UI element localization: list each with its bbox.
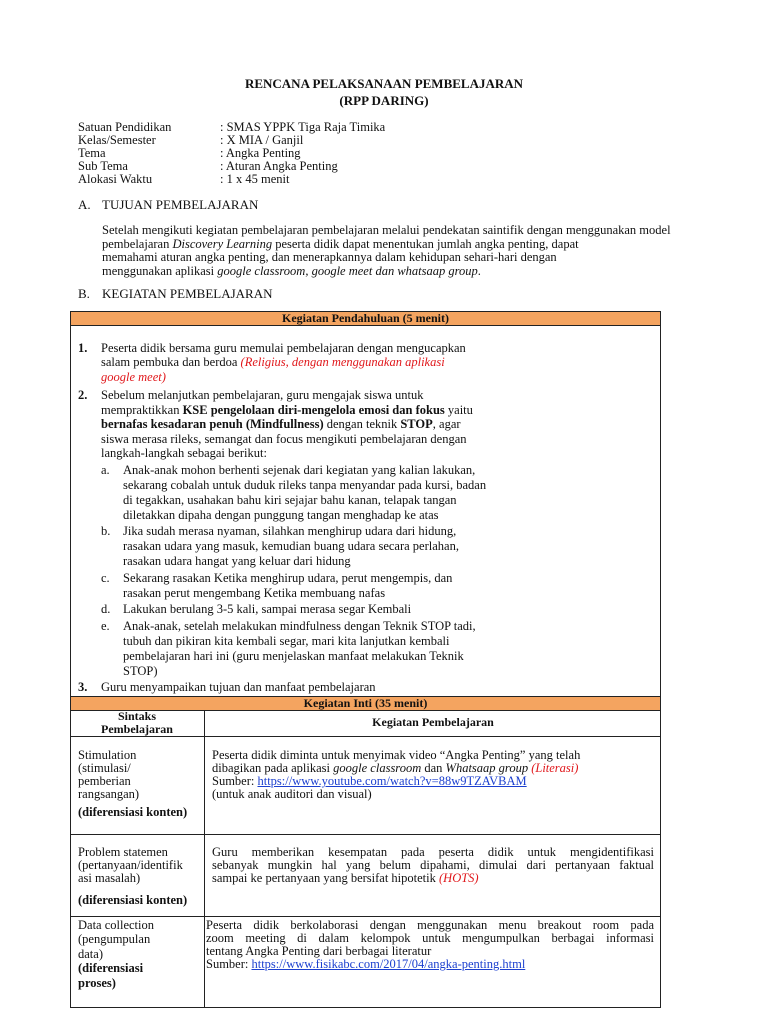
text-run: sampai ke pertanyaan yang bersifat hipotetik <box>212 871 440 885</box>
list-item-text: langkah-langkah sebagai berikut: <box>101 446 267 460</box>
activity-line: zoom meeting di dalam kelompok untuk mengumpulkan berbagai informasi <box>206 931 654 945</box>
differentiation-label: (diferensiasi <box>78 961 144 975</box>
differentiation-label: (diferensiasi konten) <box>78 893 188 907</box>
sub-item-line: di tegakkan, usahakan bahu kiri sejajar bahu kanan, telapak tangan <box>123 493 457 507</box>
row-divider <box>70 834 661 835</box>
text-run: peserta didik dapat menentukan jumlah angka penting, dapat <box>272 236 579 251</box>
syntax-text: Stimulation <box>78 748 137 762</box>
list-item-text: Guru menyampaikan tujuan dan manfaat pembelajaran <box>101 680 376 694</box>
list-item-text: siswa merasa rileks, semangat dan focus mengikuti pembelajaran dengan <box>101 432 467 446</box>
activity-line: (untuk anak auditori dan visual) <box>212 787 372 801</box>
document-subtitle: (RPP DARING) <box>339 93 429 108</box>
syntax-text: data) <box>78 947 103 961</box>
text-run: dibagikan pada aplikasi <box>212 761 334 775</box>
list-item-text <box>101 356 445 370</box>
section-title: KEGIATAN PEMBELAJARAN <box>102 286 273 301</box>
list-number: 1. <box>78 341 88 355</box>
identity-value: : SMAS YPPK Tiga Raja Timika <box>220 120 386 134</box>
section-b-heading <box>78 287 273 301</box>
bold-phrase: bernafas kesadaran penuh (Mindfullness) <box>101 417 324 431</box>
identity-label: Tema <box>78 146 106 160</box>
text-run: menggunakan aplikasi <box>102 263 218 278</box>
identity-value: : Angka Penting <box>220 146 301 160</box>
document-title: RENCANA PELAKSANAAN PEMBELAJARAN <box>244 76 524 91</box>
list-number: 3. <box>78 680 88 694</box>
objective-paragraph <box>102 223 671 278</box>
activity-line: Guru memberikan kesempatan pada peserta didik untuk mengidentifikasi <box>212 845 654 859</box>
sub-item-line: Jika sudah merasa nyaman, silahkan menghirup udara dari hidung, <box>123 524 457 538</box>
youtube-link[interactable]: https://www.youtube.com/watch?v=88w9TZAVBAM <box>257 774 527 788</box>
column-header-syntax: Sintaks <box>117 709 157 723</box>
list-item-text <box>101 418 461 432</box>
sub-item-line: Anak-anak mohon berhenti sejenak dari kegiatan yang kalian lakukan, <box>123 463 476 477</box>
syntax-text: rangsangan) <box>78 787 140 801</box>
sub-item-line: rasakan udara yang masuk, kemudian buang udara secara perlahan, <box>123 539 459 553</box>
sub-item-line: pembelajaran hari ini (guru menjelaskan manfaat melakukan Teknik <box>123 649 464 663</box>
character-note: google meet) <box>101 370 166 384</box>
identity-value: : Aturan Angka Penting <box>220 159 338 173</box>
paragraph-line: memahami aturan angka penting, dan menerapkannya dalam kehidupan sehari-hari dengan <box>102 250 557 264</box>
sub-item-line: rasakan perut mengembang Ketika membuang nafas <box>123 586 386 600</box>
text-run: , agar <box>432 417 461 431</box>
sub-item-line: Sekarang rasakan Ketika menghirup udara, perut mengempis, dan <box>123 571 453 585</box>
sub-letter: b. <box>101 524 111 538</box>
app-name: google classroom <box>333 761 422 775</box>
sub-item-line: STOP) <box>123 664 158 678</box>
sub-item-line: Anak-anak, setelah melakukan mindfulness dengan Teknik STOP tadi, <box>123 619 476 633</box>
fisikabc-link[interactable]: https://www.fisikabc.com/2017/04/angka-penting.html <box>251 957 526 971</box>
sub-letter: a. <box>101 463 110 477</box>
activity-line <box>212 872 479 886</box>
activity-line: Peserta didik berkolaborasi dengan menggunakan menu breakout room pada <box>206 918 654 932</box>
activity-line <box>206 958 525 972</box>
list-item-text: Peserta didik bersama guru memulai pembelajaran dengan mengucapkan <box>101 341 466 355</box>
literacy-note: (Literasi) <box>528 761 579 775</box>
identity-label: Satuan Pendidikan <box>78 120 172 134</box>
sub-item-line: tubuh dan pikiran kita kembali segar, mari kita lanjutkan kembali <box>123 634 450 648</box>
text-run: salam pembuka dan berdoa <box>101 355 241 369</box>
activity-line: Peserta didik diminta untuk menyimak video “Angka Penting” yang telah <box>212 748 581 762</box>
sub-item-line: rasakan udara hangat yang keluar dari hidung <box>123 554 351 568</box>
text-run: dan <box>421 761 446 775</box>
row-divider <box>70 916 661 917</box>
paragraph-line <box>102 265 662 279</box>
syntax-text: (pertanyaan/identifik <box>78 858 183 872</box>
syntax-text: Data collection <box>78 918 155 932</box>
row-divider <box>70 1007 661 1008</box>
identity-label: Kelas/Semester <box>78 133 156 147</box>
syntax-text: asi masalah) <box>78 871 141 885</box>
column-header-activity: Kegiatan Pembelajaran <box>372 715 494 729</box>
list-item-text <box>101 404 473 418</box>
syntax-text: (pengumpulan <box>78 932 151 946</box>
inti-header-bar: Kegiatan Inti (35 menit) <box>70 696 661 711</box>
identity-value: : 1 x 45 menit <box>220 172 290 186</box>
hots-note: (HOTS) <box>439 871 479 885</box>
column-divider <box>204 710 205 1008</box>
paragraph-line <box>102 238 662 252</box>
list-item-text: Sebelum melanjutkan pembelajaran, guru mengajak siswa untuk <box>101 388 424 402</box>
pendahuluan-header-bar: Kegiatan Pendahuluan (5 menit) <box>70 311 661 326</box>
text-run: mempraktikkan <box>101 403 183 417</box>
sub-item-line: diletakkan dipaha dengan punggung tangan menghadap ke atas <box>123 508 439 522</box>
model-name: Discovery Learning <box>172 236 273 251</box>
text-run: . <box>477 263 481 278</box>
identity-label: Alokasi Waktu <box>78 172 153 186</box>
section-title: TUJUAN PEMBELAJARAN <box>102 197 259 212</box>
text-run: dengan teknik <box>323 417 401 431</box>
activity-line: sebanyak mungkin hal yang belum dipahami, dimulai dari pertanyaan faktual <box>212 858 654 872</box>
differentiation-label: (diferensiasi konten) <box>78 805 188 819</box>
syntax-text: (stimulasi/ <box>78 761 131 775</box>
sub-letter: e. <box>101 619 110 633</box>
differentiation-label: proses) <box>78 976 116 990</box>
section-letter: A. <box>78 197 91 212</box>
list-number: 2. <box>78 388 88 402</box>
syntax-text: Problem statemen <box>78 845 168 859</box>
section-a-heading <box>78 198 258 212</box>
character-note: (Religius, dengan menggunakan aplikasi <box>240 355 445 369</box>
identity-value: : X MIA / Ganjil <box>220 133 304 147</box>
column-header-syntax: Pembelajaran <box>101 722 173 736</box>
text-run: yaitu <box>444 403 473 417</box>
section-letter: B. <box>78 286 90 301</box>
text-run: Sumber: <box>212 774 258 788</box>
text-run: Sumber: <box>206 957 252 971</box>
app-names: google classroom, google meet dan whatsaap group <box>217 263 478 278</box>
bold-phrase: STOP <box>400 417 433 431</box>
sub-item-line: sekarang cobalah untuk duduk rileks tanpa menyandar pada kursi, badan <box>123 478 487 492</box>
paragraph-line: Setelah mengikuti kegiatan pembelajaran pembelajaran melalui pendekatan saintifik dengan menggunakan model <box>102 223 671 237</box>
identity-label: Sub Tema <box>78 159 128 173</box>
app-name: Whatsaap group <box>445 761 529 775</box>
sub-letter: d. <box>101 602 111 616</box>
activity-line: tentang Angka Penting dari berbagai literatur <box>206 944 432 958</box>
sub-item-line: Lakukan berulang 3-5 kali, sampai merasa segar Kembali <box>123 602 412 616</box>
syntax-text: pemberian <box>78 774 131 788</box>
bold-phrase: KSE pengelolaan diri-mengelola emosi dan fokus <box>182 403 445 417</box>
sub-letter: c. <box>101 571 110 585</box>
text-run: pembelajaran <box>102 236 173 251</box>
